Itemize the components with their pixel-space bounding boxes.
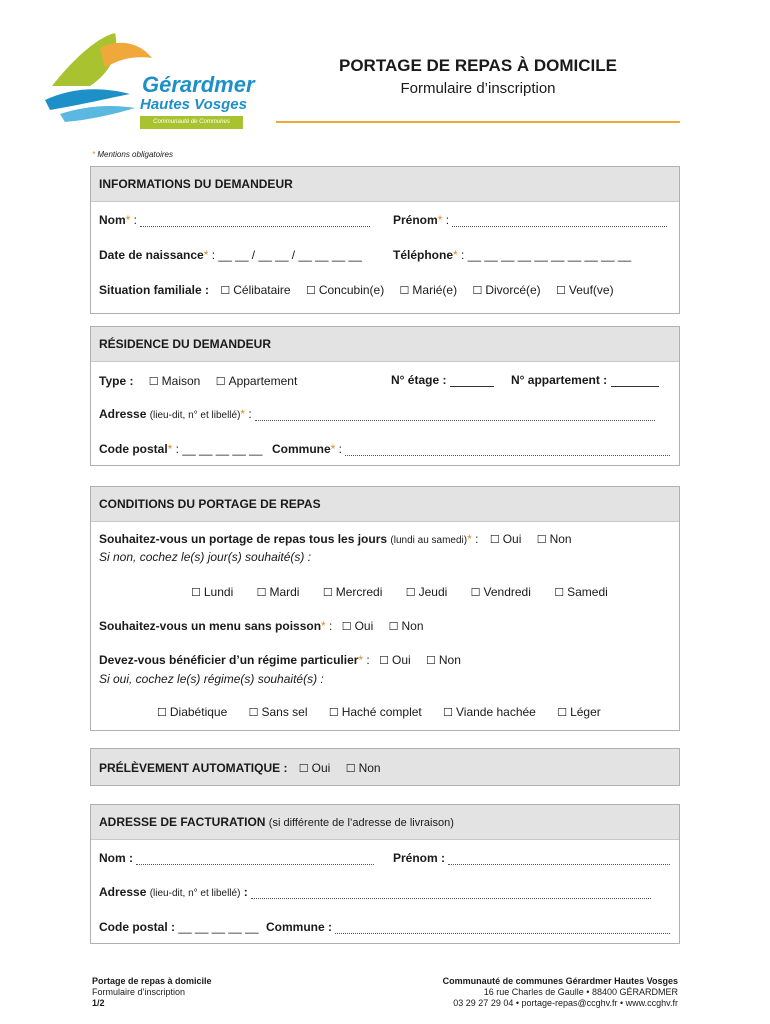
field-adresse[interactable]: Adresse (lieu-dit, n° et libellé)* : — [99, 407, 655, 421]
checkbox-prelevement-oui[interactable]: ☐ Oui — [298, 761, 331, 775]
checkbox-viande-hachee[interactable]: ☐ Viande hachée — [443, 705, 536, 719]
field-telephone[interactable]: Téléphone* : __ __ __ __ __ __ __ __ __ __ — [393, 248, 632, 262]
checkbox-q3-oui[interactable]: ☐ Oui — [379, 653, 411, 667]
page-subtitle: Formulaire d’inscription — [400, 80, 556, 97]
logo — [40, 28, 255, 133]
checkbox-appartement[interactable]: ☐ Appartement — [215, 374, 298, 388]
checkbox-veuf[interactable]: ☐ Veuf(ve) — [556, 283, 614, 297]
checkbox-diabetique[interactable]: ☐ Diabétique — [157, 705, 228, 719]
billing-commune[interactable]: Commune : — [266, 920, 670, 934]
section-prelevement — [90, 748, 680, 786]
checkbox-celibataire[interactable]: ☐ Célibataire — [220, 283, 291, 297]
checkbox-q2-non[interactable]: ☐ Non — [388, 619, 424, 633]
prelevement-row: PRÉLÈVEMENT AUTOMATIQUE : ☐ Oui ☐ Non — [99, 761, 381, 775]
billing-code-postal[interactable]: Code postal : __ __ __ __ __ — [99, 920, 259, 934]
diet-options — [157, 705, 613, 719]
section-title: RÉSIDENCE DU DEMANDEUR — [91, 327, 679, 362]
billing-prenom[interactable]: Prénom : — [393, 851, 670, 865]
checkbox-q2-oui[interactable]: ☐ Oui — [341, 619, 374, 633]
field-prenom[interactable]: Prénom* : — [393, 213, 667, 227]
checkbox-leger[interactable]: ☐ Léger — [557, 705, 601, 719]
section-residence — [90, 326, 680, 466]
question-jours-hint: Si non, cochez le(s) jour(s) souhaité(s) : — [99, 550, 312, 564]
section-title: CONDITIONS DU PORTAGE DE REPAS — [91, 487, 679, 522]
page-title: PORTAGE DE REPAS À DOMICILE — [338, 56, 617, 75]
billing-nom[interactable]: Nom : — [99, 851, 374, 865]
checkbox-concubin[interactable]: ☐ Concubin(e) — [305, 283, 385, 297]
checkbox-hache-complet[interactable]: ☐ Haché complet — [328, 705, 422, 719]
field-nom[interactable]: Nom* : — [99, 213, 370, 227]
checkbox-q1-non[interactable]: ☐ Non — [536, 532, 572, 546]
field-num-appartement[interactable]: N° appartement : — [511, 373, 659, 387]
section-facturation — [90, 804, 680, 944]
days-options — [191, 585, 620, 599]
checkbox-marie[interactable]: ☐ Marié(e) — [399, 283, 458, 297]
billing-adresse[interactable]: Adresse (lieu-dit, n° et libellé) : — [99, 885, 651, 899]
logo-name-line1: Gérardmer — [142, 72, 255, 97]
required-note: * Mentions obligatoires — [92, 150, 173, 159]
logo-name-line2: Hautes Vosges — [140, 96, 247, 113]
question-regime: Devez-vous bénéficier d’un régime particulier* : ☐ Oui ☐ Non — [99, 653, 461, 667]
type-logement: Type : ☐ Maison ☐ Appartement — [99, 374, 298, 388]
section-title: INFORMATIONS DU DEMANDEUR — [91, 167, 679, 202]
checkbox-mardi[interactable]: ☐ Mardi — [256, 585, 300, 599]
field-etage[interactable]: N° étage : — [391, 373, 494, 387]
checkbox-vendredi[interactable]: ☐ Vendredi — [470, 585, 531, 599]
question-regime-hint: Si oui, cochez le(s) régime(s) souhaité(s) : — [99, 672, 324, 686]
logo-tag: Communauté de Communes — [140, 116, 243, 129]
checkbox-samedi[interactable]: ☐ Samedi — [554, 585, 608, 599]
header-divider — [276, 121, 680, 123]
section-informations — [90, 166, 680, 314]
section-title: ADRESSE DE FACTURATION (si différente de l’adresse de livraison) — [91, 805, 679, 840]
footer-left: Portage de repas à domicile Formulaire d’inscription 1/2 — [92, 976, 212, 1008]
section-conditions — [90, 486, 680, 731]
checkbox-prelevement-non[interactable]: ☐ Non — [345, 761, 381, 775]
checkbox-mercredi[interactable]: ☐ Mercredi — [322, 585, 383, 599]
situation-familiale: Situation familiale : ☐ Célibataire ☐ Concubin(e) ☐ Marié(e) ☐ Divorcé(e) ☐ Veuf(ve) — [99, 283, 614, 297]
footer-right: Communauté de communes Gérardmer Hautes Vosges 16 rue Charles de Gaulle • 88400 GÉRARDMER 03 29 27 29 04 • portage-repas@ccghv.fr • www.ccghv.fr — [442, 976, 678, 1008]
question-sans-poisson: Souhaitez-vous un menu sans poisson* : ☐ Oui ☐ Non — [99, 619, 424, 633]
field-commune[interactable]: Commune* : — [272, 442, 670, 456]
question-tous-les-jours: Souhaitez-vous un portage de repas tous les jours (lundi au samedi)* : ☐ Oui ☐ Non — [99, 532, 572, 546]
field-code-postal[interactable]: Code postal* : __ __ __ __ __ — [99, 442, 263, 456]
checkbox-q1-oui[interactable]: ☐ Oui — [489, 532, 522, 546]
field-date-naissance[interactable]: Date de naissance* : __ __ / __ __ / __ __ __ __ — [99, 248, 362, 262]
checkbox-sans-sel[interactable]: ☐ Sans sel — [248, 705, 308, 719]
checkbox-jeudi[interactable]: ☐ Jeudi — [405, 585, 448, 599]
checkbox-maison[interactable]: ☐ Maison — [148, 374, 201, 388]
checkbox-divorce[interactable]: ☐ Divorcé(e) — [472, 283, 541, 297]
checkbox-lundi[interactable]: ☐ Lundi — [191, 585, 234, 599]
checkbox-q3-non[interactable]: ☐ Non — [426, 653, 461, 667]
